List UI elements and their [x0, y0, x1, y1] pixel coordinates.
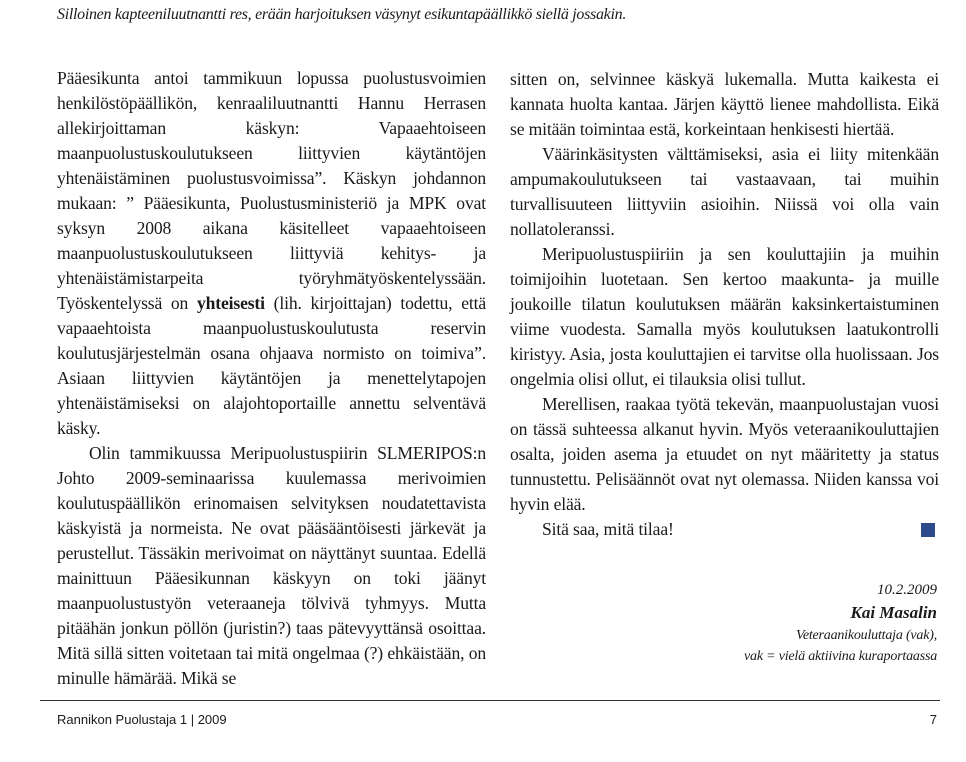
author-name: Kai Masalin	[850, 603, 937, 622]
footer-divider	[40, 700, 940, 701]
publication-name: Rannikon Puolustaja 1 | 2009	[57, 712, 227, 727]
page-number: 7	[929, 712, 937, 727]
author-note: vak = vielä aktiivina kuraportaassa	[744, 649, 937, 664]
signature-block	[637, 579, 937, 667]
closing-line	[510, 517, 939, 542]
closing-sentence: Sitä saa, mitä tilaa!	[542, 519, 674, 539]
end-of-article-square-icon	[921, 523, 935, 537]
signature-date: 10.2.2009	[877, 582, 937, 598]
text-run: Pääesikunta antoi tammikuun lopussa puolustusvoimien henkilöstöpäällikön, kenraaliluutnantti Hannu Herrasen allekirjoittaman käskyn: Vapaaehtoiseen maanpuolustuskoulutukseen liittyvien käytäntöjen yhtenäistäminen puolustusvoimissa”. Käskyn johdannon mukaan: ” Pääesikunta, Puolustusministeriö ja MPK ovat syksyn 2008 aikana käsitelleet vapaaehtoiseen maanpuolustuskoulutukseen liittyviä kehitys- ja yhtenäistämistarpeita työryhmätyöskentelyssään. Työskentelyssä on	[57, 68, 486, 313]
paragraph: Meripuolustuspiiriin ja sen kouluttajiin ja muihin toimijoihin luotetaan. Sen kertoo maakunta- ja muille joukoille tilatun koulutuksen määrän kaksinkertaistuminen viime vuodesta. Samalla myös koulutuksen laatukontrolli kiristyy. Asia, josta kouluttajien ei tarvitse olla huolissaan. Jos ongelmia olisi ollut, ei tilauksia olisi tullut.	[510, 244, 939, 389]
article-column-right	[510, 67, 939, 542]
paragraph	[57, 66, 486, 441]
paragraph: Merellisen, raakaa työtä tekevän, maanpuolustajan vuosi on tässä suhteessa alkanut hyvin. Myös veteraanikouluttajien osalta, joiden asema ja etuudet on nyt määritetty ja status tunnustettu. Pelisäännöt ovat nyt olemassa. Niiden kanssa voi hyvin elää.	[510, 394, 939, 514]
article-column-left	[57, 66, 486, 691]
photo-caption: Silloinen kapteeniluutnantti res, erään harjoituksen väsynyt esikuntapäällikkö siellä jossakin.	[57, 6, 627, 23]
paragraph: sitten on, selvinnee käskyä lukemalla. Mutta kaikesta ei kannata huolta kantaa. Järjen käyttö lienee mahdollista. Eikä se mitään toimintaa estä, korkeintaan henkisesti hiertää.	[510, 69, 939, 139]
emphasis-bold: yhteisesti	[196, 293, 265, 313]
author-role: Veteraanikouluttaja (vak),	[796, 628, 937, 643]
text-run: (lih. kirjoittajan) todettu, että vapaaehtoista maanpuolustuskoulutusta reservin koulutusjärjestelmän osana ohjaava normisto on toimiva”. Asiaan liittyvien käytäntöjen ja menettelytapojen yhtenäistämiseksi on alajohtoportaille annettu selventävä käsky.	[57, 293, 486, 438]
paragraph: Olin tammikuussa Meripuolustuspiirin SLMERIPOS:n Johto 2009-seminaarissa kuulemassa merivoimien koulutuspäällikön erinomaisen selvityksen noudatettavista käskyistä ja normeista. Ne ovat pääsääntöisesti järkevät ja perustellut. Tässäkin merivoimat on näyttänyt suuntaa. Edellä mainittuun Pääesikunnan käskyyn on toki jäänyt maanpuolustustyön veteraaneja tölvivä tyhmyys. Mutta pitäähän jonkun pöllön (juristin?) taas pätevyyttänsä osoittaa. Mitä sillä sitten voitetaan tai mitä ongelmaa (?) ehkäistään, on minulle hämärää. Mikä se	[57, 443, 486, 688]
paragraph: Väärinkäsitysten välttämiseksi, asia ei liity mitenkään ampumakoulutukseen tai vastaavaan, tai muihin turvallisuuteen liittyviin asioihin. Niissä voi olla vain nollatoleranssi.	[510, 144, 939, 239]
